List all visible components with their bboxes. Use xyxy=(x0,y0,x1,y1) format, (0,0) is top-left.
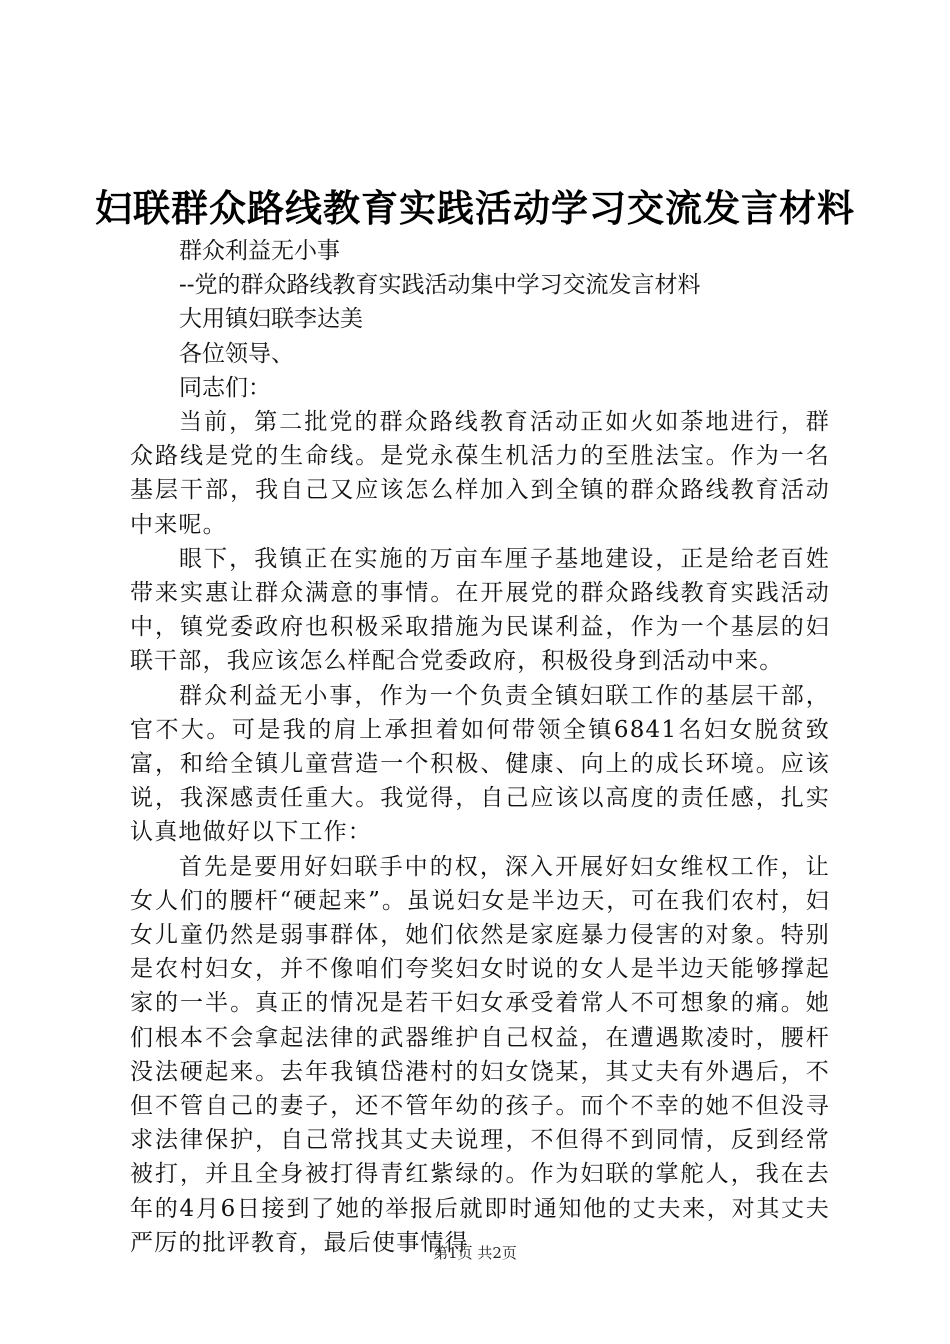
paragraph-3: 群众利益无小事，作为一个负责全镇妇联工作的基层干部，官不大。可是我的肩上承担着如何带领全镇6841名妇女脱贫致富，和给全镇儿童营造一个积极、健康、向上的成长环境。应该说，我深感责任重大。我觉得，自己应该以高度的责任感，扎实认真地做好以下工作： xyxy=(130,682,830,846)
subtitle-secondary: --党的群众路线教育实践活动集中学习交流发言材料 xyxy=(179,272,701,299)
paragraph-2: 眼下，我镇正在实施的万亩车厘子基地建设，正是给老百姓带来实惠让群众满意的事情。在开展党的群众路线教育实践活动中，镇党委政府也积极采取措施为民谋利益，作为一个基层的妇联干部，我应该怎么样配合党委政府，积极役身到活动中来。 xyxy=(130,545,830,675)
paragraph-1: 当前，第二批党的群众路线教育活动正如火如荼地进行，群众路线是党的生命线。是党永葆生机活力的至胜法宝。作为一名基层干部，我自己又应该怎么样加入到全镇的群众路线教育活动中来呢。 xyxy=(130,409,830,538)
subtitle: 群众利益无小事 xyxy=(179,238,340,264)
document-body xyxy=(130,234,830,1260)
document-title: 妇联群众路线教育实践活动学习交流发言材料 xyxy=(95,187,855,230)
paragraph-4: 首先是要用好妇联手中的权，深入开展好妇女维权工作，让女人们的腰杆“硬起来”。虽说妇女是半边天，可在我们农村，妇女儿童仍然是弱事群体，她们依然是家庭暴力侵害的对象。特别是农村妇女，并不像咱们夸奖妇女时说的女人是半边天能够撑起家的一半。真正的情况是若干妇女承受着常人不可想象的痛。她们根本不会拿起法律的武器维护自己权益，在遭遇欺凌时，腰杆没法硬起来。去年我镇岱港村的妇女饶某，其丈夫有外遇后，不但不管自己的妻子，还不管年幼的孩子。而个不幸的她不但没寻求法律保护，自己常找其丈夫说理，不但得不到同情，反到经常被打，并且全身被打得青红紫绿的。作为妇联的掌舵人，我在去年的4月6日接到了她的举报后就即时通知他的丈夫来，对其丈夫严厉的批评教育，最后使事情得 xyxy=(130,853,830,1256)
author-line: 大用镇妇联李达美 xyxy=(179,306,363,333)
salutation-comrades: 同志们： xyxy=(179,374,271,401)
page-footer: 第1页 共2页 xyxy=(433,1244,517,1262)
salutation-leaders: 各位领导、 xyxy=(179,340,294,367)
